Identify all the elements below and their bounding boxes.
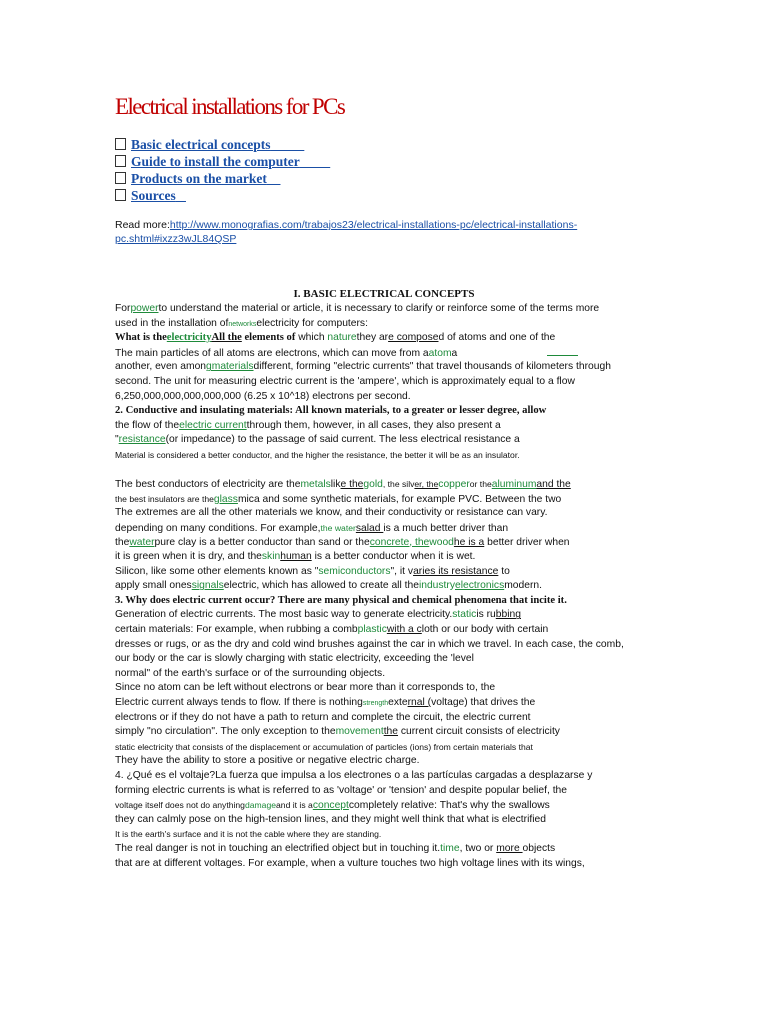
link-time[interactable]: time <box>440 842 460 854</box>
link-static[interactable]: static <box>452 609 477 621</box>
toc-item-products <box>115 170 330 187</box>
link-concept[interactable]: concept <box>312 800 349 812</box>
text-line: The extremes are all the other materials we know, and their conductivity or resistance can vary. <box>115 507 548 519</box>
read-more <box>115 218 655 246</box>
link-industry[interactable]: industry <box>418 580 455 592</box>
text-line: The best conductors of electricity are themetalslike thegold, the silver, thecopperor thealuminumand the <box>115 479 571 491</box>
text-line: The main particles of all atoms are electrons, which can move from aatoma <box>115 346 655 361</box>
paragraph-gap <box>115 463 655 478</box>
link-gold[interactable]: gold <box>363 479 383 491</box>
text-line: 4. ¿Qué es el voltaje?La fuerza que impulsa a los electrones o a las partículas cargadas a desplazarse y <box>115 770 593 781</box>
text-line: the best insulators are theglassmica and some synthetic materials, for example PVC. Between the two <box>115 493 562 505</box>
checkbox-icon <box>115 189 126 201</box>
text-line: Silicon, like some other elements known as "semiconductors", it varies its resistance to <box>115 565 510 577</box>
text-line: apply small onessignalselectric, which has allowed to create all theindustryelectronicsmodern. <box>115 580 542 592</box>
link-electric-current[interactable]: electric current <box>179 419 247 431</box>
toc-link-products[interactable]: Products on the market <box>131 171 267 186</box>
text-line: 3. Why does electric current occur? There are many physical and chemical phenomena that incite it. <box>115 594 567 606</box>
link-movement[interactable]: movement <box>335 726 384 738</box>
link-networks[interactable]: networks <box>228 320 257 328</box>
toc-item-basic-concepts <box>115 136 330 153</box>
text-line: certain materials: For example, when rubbing a combplasticwith a cloth or our body with certain <box>115 624 549 636</box>
toc-link-sources[interactable]: Sources <box>131 188 176 203</box>
read-more-prefix: Read more: <box>115 219 170 231</box>
read-more-link[interactable]: http://www.monografias.com/trabajos23/electrical-installations-pc/electrical-installations-pc.shtml#ixzz3wJL84QSP <box>115 219 578 245</box>
checkbox-icon <box>115 155 126 167</box>
toc-item-sources <box>115 187 330 204</box>
text-line: the flow of theelectric currentthrough them, however, in all cases, they also present a <box>115 419 501 431</box>
link-atom[interactable]: atom <box>428 347 452 359</box>
link-power[interactable]: power <box>130 303 159 314</box>
checkbox-icon <box>115 172 126 184</box>
text-line: Generation of electric currents. The most basic way to generate electricity.staticis rubbing <box>115 609 521 621</box>
link-signals[interactable]: signals <box>191 580 224 592</box>
text-line: 2. Conductive and insulating materials: All known materials, to a greater or lesser degree, allow <box>115 405 547 417</box>
text-line: it is green when it is dry, and theskinhuman is a better conductor when it is wet. <box>115 551 476 563</box>
toc-item-install-guide <box>115 153 330 170</box>
text-line: Forpowerto understand the material or article, it is necessary to clarify or reinforce some of the terms more <box>115 303 600 314</box>
text-line: depending on many conditions. For example,the watersalad is a much better driver than <box>115 522 509 534</box>
link-nature[interactable]: nature <box>327 332 357 344</box>
link-damage[interactable]: damage <box>244 800 277 811</box>
text-line: electrons or if they do not have a path to return and complete the circuit, the electric current <box>115 711 531 723</box>
table-of-contents <box>115 136 330 204</box>
text-line: normal" of the earth's surface or of the surrounding objects. <box>115 667 386 679</box>
article-body <box>115 302 655 871</box>
text-line: They have the ability to store a positive or negative electric charge. <box>115 755 420 767</box>
text-line: static electricity that consists of the displacement or accumulation of particles (ions) from certain materials that <box>115 741 533 752</box>
text-line: forming electric currents is what is referred to as 'voltage' or 'tension' and despite popular belief, the <box>115 784 568 796</box>
text-line: What is theelectricityAll the elements of which naturethey are composed of atoms and one of the <box>115 332 556 344</box>
link-plastic[interactable]: plastic <box>357 624 387 636</box>
text-line: dresses or rugs, or as the dry and cold wind brushes against the car in which we travel. In each case, the comb, <box>115 638 624 650</box>
link-resistance[interactable]: resistance <box>118 434 166 446</box>
text-line: used in the installation ofnetworkselectricity for computers: <box>115 317 368 329</box>
text-line: that are at different voltages. For example, when a vulture touches two high voltage lines with its wings, <box>115 857 585 869</box>
text-line: Material is considered a better conductor, and the higher the resistance, the better it will be as an insulator. <box>115 449 520 460</box>
link-wood[interactable]: wood <box>429 536 454 548</box>
link-semiconductors[interactable]: semiconductors <box>318 565 391 577</box>
text-line: another, even amongmaterialsdifferent, forming "electric currents" that travel thousands of kilometers through <box>115 361 611 373</box>
section-heading: I. BASIC ELECTRICAL CONCEPTS <box>293 288 475 300</box>
text-line: second. The unit for measuring electric current is the 'ampere', which is approximately equal to a flow <box>115 375 575 387</box>
link-electronics[interactable]: electronics <box>455 580 505 592</box>
text-line: 6,250,000,000,000,000,000 (6.25 x 10^18) electrons per second. <box>115 390 411 402</box>
text-line: our body or the car is slowly charging with static electricity, exceeding the 'level <box>115 653 474 665</box>
text-line: It is the earth's surface and it is not the cable where they are standing. <box>115 829 382 840</box>
toc-link-basic-concepts[interactable]: Basic electrical concepts <box>131 137 271 152</box>
link-copper[interactable]: copper <box>438 479 470 491</box>
checkbox-icon <box>115 138 126 150</box>
link-glass[interactable]: glass <box>213 493 238 505</box>
link-water[interactable]: water <box>129 536 155 548</box>
text-line: "resistance(or impedance) to the passage of said current. The less electrical resistance a <box>115 434 520 446</box>
link-aluminum[interactable]: aluminum <box>491 479 537 491</box>
link-materials[interactable]: gmaterials <box>206 361 254 373</box>
text-line: voltage itself does not do anythingdamageand it is aconceptcompletely relative: That's why the swallows <box>115 800 550 812</box>
toc-link-install-guide[interactable]: Guide to install the computer <box>131 154 300 169</box>
link-electricity[interactable]: electricity <box>166 332 212 344</box>
document-title: Electrical installations for PCs <box>115 94 345 119</box>
link-strength[interactable]: strength <box>362 700 389 708</box>
link-skin[interactable]: skin <box>261 551 281 563</box>
text-line: The real danger is not in touching an electrified object but in touching it.time, two or more objects <box>115 842 556 854</box>
text-line: Since no atom can be left without electrons or bear more than it corresponds to, the <box>115 682 496 694</box>
text-line: Electric current always tends to flow. If there is nothingstrengthexternal (voltage) that drives the <box>115 697 536 709</box>
link-concrete[interactable]: concrete, the <box>369 536 430 548</box>
text-line: they can calmly pose on the high-tension lines, and they might well think that what is electrified <box>115 813 546 825</box>
link-metals[interactable]: metals <box>300 479 331 491</box>
text-line: simply "no circulation". The only exception to themovementthe current circuit consists of electricity <box>115 726 560 738</box>
text-line: thewaterpure clay is a better conductor than sand or theconcrete, thewoodhe is a better driver when <box>115 536 570 548</box>
link-the-water[interactable]: the water <box>320 522 356 533</box>
